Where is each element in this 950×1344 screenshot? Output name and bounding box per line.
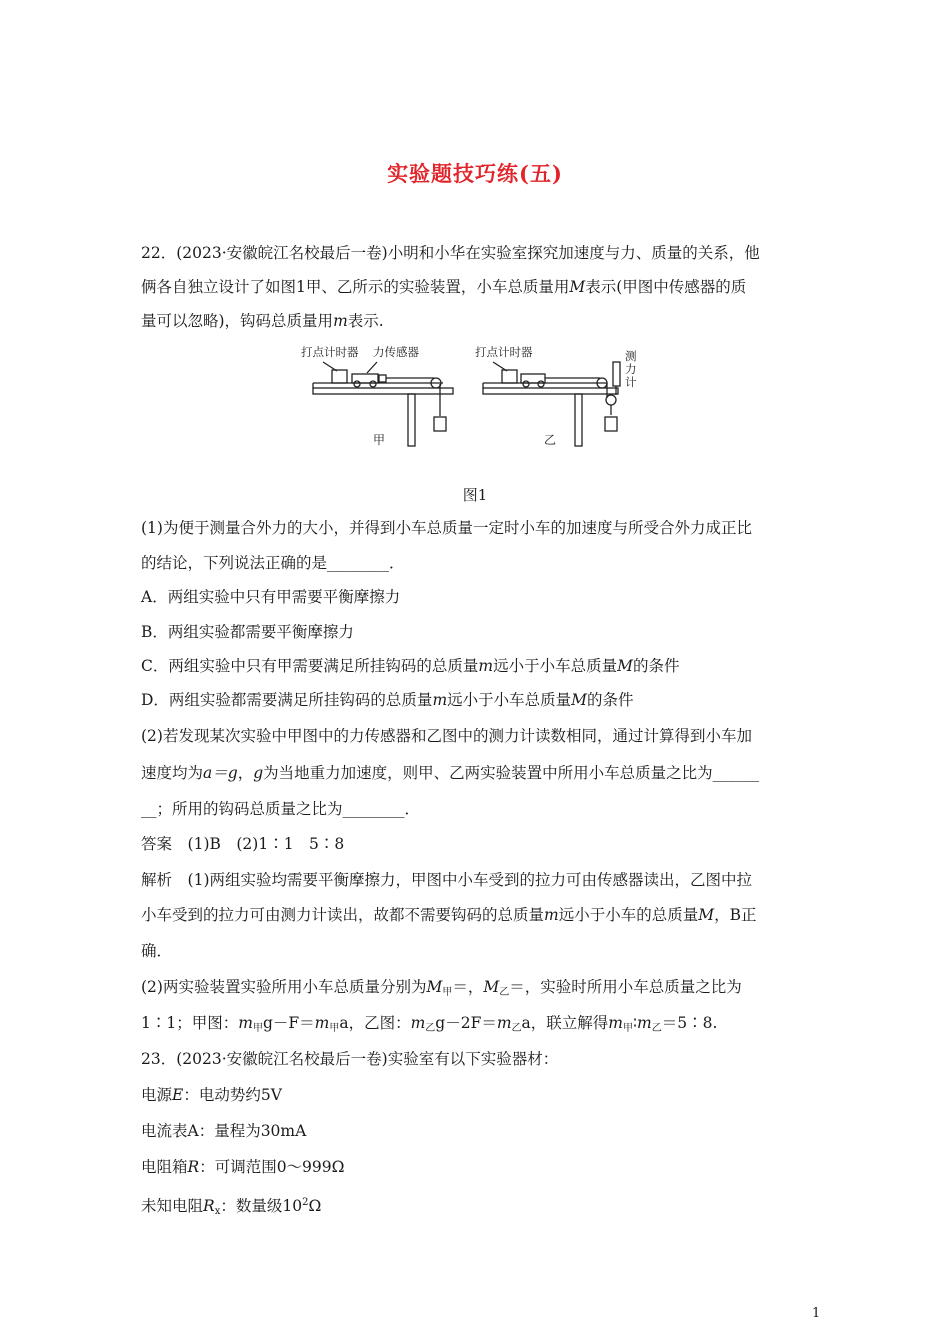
option-a: A．两组实验中只有甲需要平衡摩擦力 — [141, 588, 401, 606]
analysis-line-5: 1∶1；甲图：$m_甲g-F=m_甲a$，乙图：$m_乙g-2F=m_乙a$，联立解得$m_甲∶m_乙=5∶8$. — [141, 1014, 718, 1034]
part2-line-2: 速度均为a＝g，g为当地重力加速度，则甲、乙两实验装置中所用小车总质量之比为______ — [141, 764, 760, 782]
analysis-line-2: 小车受到的拉力可由测力计读出，故都不需要钩码的总质量m远小于小车的总质量M，B正 — [141, 906, 757, 924]
q22-line-2: 俩各自独立设计了如图1甲、乙所示的实验装置，小车总质量用M表示(甲图中传感器的质 — [141, 278, 747, 296]
label-jia: 甲 — [373, 433, 386, 447]
q23-item-unknown-resistor: 未知电阻$R_x$：数量级$10^2\Omega$ — [141, 1197, 322, 1217]
part1-line-1: (1)为便于测量合外力的大小，并得到小车总质量一定时小车的加速度与所受合外力成正比 — [141, 519, 752, 537]
label-force-sensor: 力传感器 — [373, 345, 419, 359]
q23-item-resistance-box: 电阻箱R：可调范围0～999Ω — [141, 1158, 345, 1176]
analysis-line-4: (2)两实验装置实验所用小车总质量分别为$M_甲=$，$M_乙=$，实验时所用小车总质量之比为 — [141, 978, 742, 998]
page-title: 实验题技巧练(五) — [387, 161, 563, 186]
q23-item-source: 电源E：电动势约5V — [141, 1086, 282, 1104]
label-timer-left: 打点计时器 — [301, 345, 359, 359]
label-force-meter-char: 力 — [625, 362, 637, 376]
q22-line-3: 量可以忽略)，钩码总质量用m表示. — [141, 312, 384, 330]
analysis-line-1: 解析 (1)两组实验均需要平衡摩擦力，甲图中小车受到的拉力可由传感器读出，乙图中拉 — [141, 871, 752, 889]
answer-line: 答案 (1)B (2)1∶1 5∶8 — [141, 835, 345, 853]
option-d: D．两组实验都需要满足所挂钩码的总质量m远小于小车总质量M的条件 — [141, 691, 634, 709]
label-timer-right: 打点计时器 — [475, 345, 533, 359]
page-number: 1 — [812, 1306, 821, 1321]
q23-line-1: 23．(2023·安徽皖江名校最后一卷)实验室有以下实验器材： — [141, 1050, 559, 1068]
part2-line-1: (2)若发现某次实验中甲图中的力传感器和乙图中的测力计读数相同，通过计算得到小车加 — [141, 727, 752, 745]
figure-caption: 图1 — [462, 486, 488, 504]
label-yi: 乙 — [544, 433, 557, 447]
part2-line-3: __；所用的钩码总质量之比为________． — [141, 800, 421, 818]
option-b: B．两组实验都需要平衡摩擦力 — [141, 623, 354, 641]
option-c: C．两组实验中只有甲需要满足所挂钩码的总质量m远小于小车总质量M的条件 — [141, 657, 680, 675]
part1-line-2: 的结论，下列说法正确的是________． — [141, 554, 405, 572]
q23-item-ammeter: 电流表A：量程为30mA — [141, 1122, 307, 1140]
apparatus-figure — [295, 340, 665, 450]
q22-line-1: 22．(2023·安徽皖江名校最后一卷)小明和小华在实验室探究加速度与力、质量的关系，他 — [141, 244, 760, 262]
label-force-meter-char: 计 — [625, 375, 637, 389]
label-force-meter-char: 测 — [625, 349, 637, 363]
analysis-line-3: 确． — [141, 942, 173, 960]
label-force-meter — [625, 349, 637, 389]
